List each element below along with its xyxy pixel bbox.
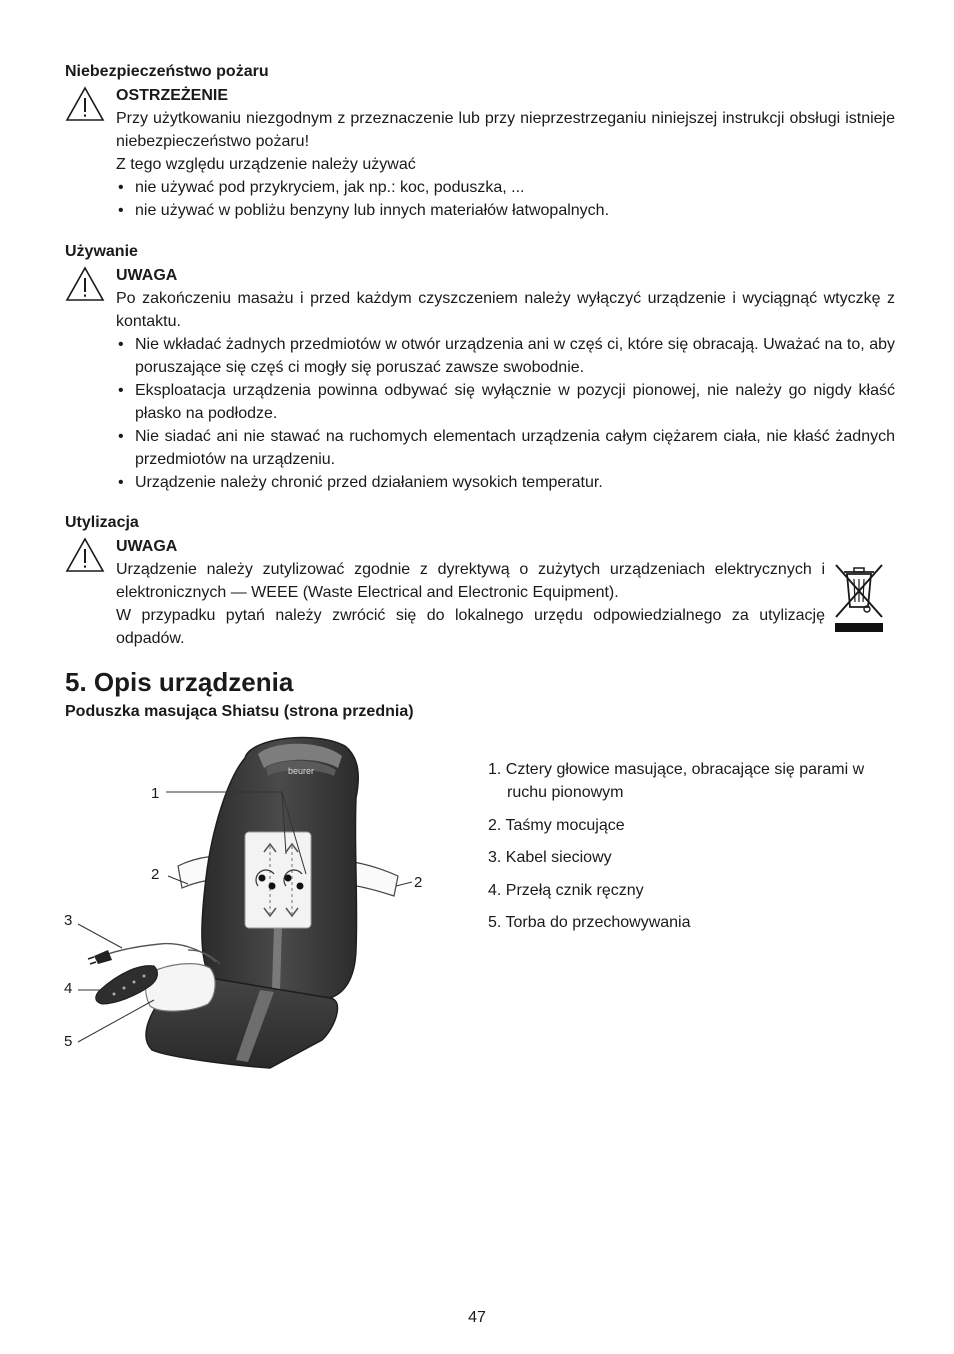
list-item: • Nie siadać ani nie stawać na ruchomych elementach urządzenia całym ciężarem ciała, nie kłaść żadnych przedmiotów na urządzeniu. [116,425,895,471]
section-heading: Utylizacja [65,514,139,531]
warning-title: UWAGA [116,267,178,284]
list-item: • nie używać pod przykryciem, jak np.: koc, poduszka, ... [116,176,895,199]
disposal-section [65,513,895,650]
warning-triangle-icon [65,86,105,122]
paragraph: Przy użytkowaniu niezgodnym z przeznaczenie lub przy nieprzestrzeganiu niniejszej instrukcji obsługi istnieje niebezpieczeństwo pożaru! [116,110,895,150]
warning-title: OSTRZEŻENIE [116,87,229,104]
fire-hazard-section [65,62,895,222]
paragraph: W przypadku pytań należy zwrócić się do lokalnego urzędu odpowiedzialnego za utylizację odpadów. [116,607,825,647]
warning-block [65,535,895,650]
section-heading: Używanie [65,243,138,260]
warning-triangle-icon [65,266,105,302]
list-item: • Urządzenie należy chronić przed działaniem wysokich temperatur. [116,471,895,494]
list-item: • Nie wkładać żadnych przedmiotów w otwór urządzenia ani w częś ci, które się obracają. Uważać na to, aby poruszające się częś ci mogły się poruszać zawsze swobodnie. [116,333,895,379]
list-item: 5. Torba do przechowywania [488,914,691,931]
massage-cushion-illustration [60,728,440,1078]
bullet-list [116,333,895,494]
list-item: 1. Cztery głowice masujące, obracające się parami w ruchu pionowym [488,761,865,801]
section-subtitle: Poduszka masująca Shiatsu (strona przednia) [65,703,414,720]
brand-logo: beurer [288,766,315,776]
warning-title: UWAGA [116,538,178,555]
bullet-list [116,176,895,222]
weee-crossed-bin-icon [833,561,885,633]
parts-list [488,758,898,944]
list-item: • Eksploatacja urządzenia powinna odbywać się wyłącznie w pozycji pionowej, nie należy go nigdy kłaść płasko na podłodze. [116,379,895,425]
massage-cushion-figure [60,728,440,1078]
callout-label: 3 [64,912,73,929]
list-item: 3. Kabel sieciowy [488,849,612,866]
list-item: 2. Taśmy mocujące [488,816,625,834]
list-item: • nie używać w pobliżu benzyny lub innych materiałów łatwopalnych. [116,199,895,222]
usage-section [65,242,895,494]
warning-block [65,84,895,222]
warning-triangle-icon [65,537,105,573]
paragraph: Po zakończeniu masażu i przed każdym czyszczeniem należy wyłączyć urządzenie i wyciągnąć wtyczkę z kontaktu. [116,290,895,330]
callout-label: 1 [151,785,160,802]
callout-label: 4 [64,980,73,997]
callout-label: 2 [151,866,160,883]
callout-label: 5 [64,1033,73,1050]
section-title: 5. Opis urządzenia [65,667,294,697]
section-heading: Niebezpieczeństwo pożaru [65,63,269,80]
warning-block [65,264,895,494]
paragraph: Z tego względu urządzenie należy używać [116,156,416,173]
callout-label: 2 [414,874,423,891]
paragraph: Urządzenie należy zutylizować zgodnie z dyrektywą o zużytych urządzeniach elektrycznych i elektronicznych — WEEE (Waste Electrical and Electronic Equipment). [116,561,825,601]
page-number: 47 [468,1309,486,1326]
list-item: 4. Przełą cznik ręczny [488,881,644,899]
